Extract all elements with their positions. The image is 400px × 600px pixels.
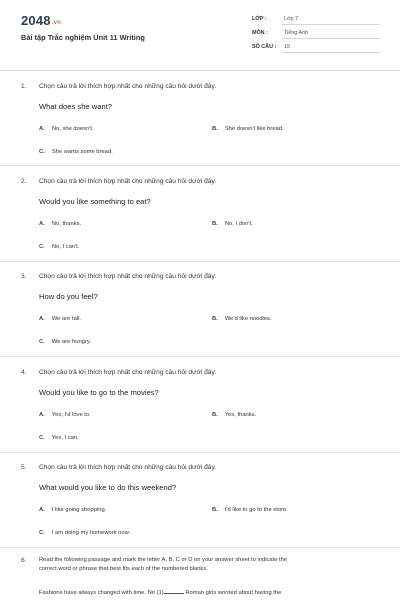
question-divider [0,261,400,262]
meta-class-value: Lớp 7 [284,16,299,22]
option-c[interactable]: C. No, I can't. [39,244,80,250]
question-instruction: Chọn câu trả lời thích hợp nhất cho những câu hỏi dưới đây. [39,464,217,471]
question-number: 4. [21,369,27,376]
logo-number: 2048 [21,13,51,28]
document-header [0,0,400,66]
option-b[interactable]: B. Yes, thanks. [212,412,257,418]
meta-line [282,24,380,25]
question-instruction: Chọn câu trả lời thích hợp nhất cho những câu hỏi dưới đây. [39,178,217,185]
question-instruction: Chọn câu trả lời thích hợp nhất cho những câu hỏi dưới đây. [39,83,217,90]
option-c[interactable]: C. Yes, I can. [39,435,79,441]
option-c[interactable]: C. She wants some bread. [39,149,113,155]
question-instruction: Chọn câu trả lời thích hợp nhất cho những câu hỏi dưới đây. [39,273,217,280]
option-a[interactable]: A. No, thanks. [39,221,82,227]
question-stem: What does she want? [39,102,113,111]
meta-line [282,52,380,53]
meta-class-label: LỚP : [252,16,267,22]
question-divider [0,452,400,453]
meta-subject-value: Tiếng Anh [284,30,309,36]
meta-count-label: SỐ CÂU : [252,44,277,50]
question-stem: Would you like something to eat? [39,197,151,206]
question-stem: What would you like to do this weekend? [39,483,177,492]
meta-line [282,38,380,39]
meta-subject-label: MÔN : [252,30,268,36]
question-number: 1. [21,83,27,90]
option-b[interactable]: B. No, I don't. [212,221,253,227]
header-divider [0,70,400,71]
question-number: 5. [21,464,27,471]
question-number: 3. [21,273,27,280]
option-a[interactable]: A. I like going shopping. [39,507,107,513]
option-c[interactable]: C. I am doing my homework now. [39,530,131,536]
option-b[interactable]: B. She doesn't like bread. [212,126,284,132]
question-stem: How do you feel? [39,292,98,301]
question-stem: Would you like to go to the movies? [39,388,159,397]
option-a[interactable]: A. Yes, I'd love to. [39,412,91,418]
option-b[interactable]: B. I'd like to go to the store. [212,507,288,513]
question-divider [0,165,400,166]
question-divider [0,547,400,548]
question-instruction: Read the following passage and mark the letter A, B, C or D on your answer sheet to indicate the correct word or phrase that best fits each of the numbered blanks. [39,557,288,572]
answer-blank[interactable] [164,587,184,594]
option-a[interactable]: A. We are tall. [39,316,82,322]
option-b[interactable]: B. We'd like noodles. [212,316,272,322]
meta-count-value: 15 [284,44,290,50]
option-a[interactable]: A. No, she doesn't. [39,126,94,132]
site-logo[interactable] [21,13,61,28]
reading-passage: Fashions have always changed with time. No (1) Roman girls worried about having the [39,587,384,598]
logo-tld: .vn [51,20,62,26]
question-number: 2. [21,178,27,185]
question-number: 6. [21,557,27,564]
question-instruction: Chọn câu trả lời thích hợp nhất cho những câu hỏi dưới đây. [39,369,217,376]
option-c[interactable]: C. We are hungry. [39,339,91,345]
page-title: Bài tập Trắc nghiệm Unit 11 Writing [21,33,145,42]
question-divider [0,356,400,357]
